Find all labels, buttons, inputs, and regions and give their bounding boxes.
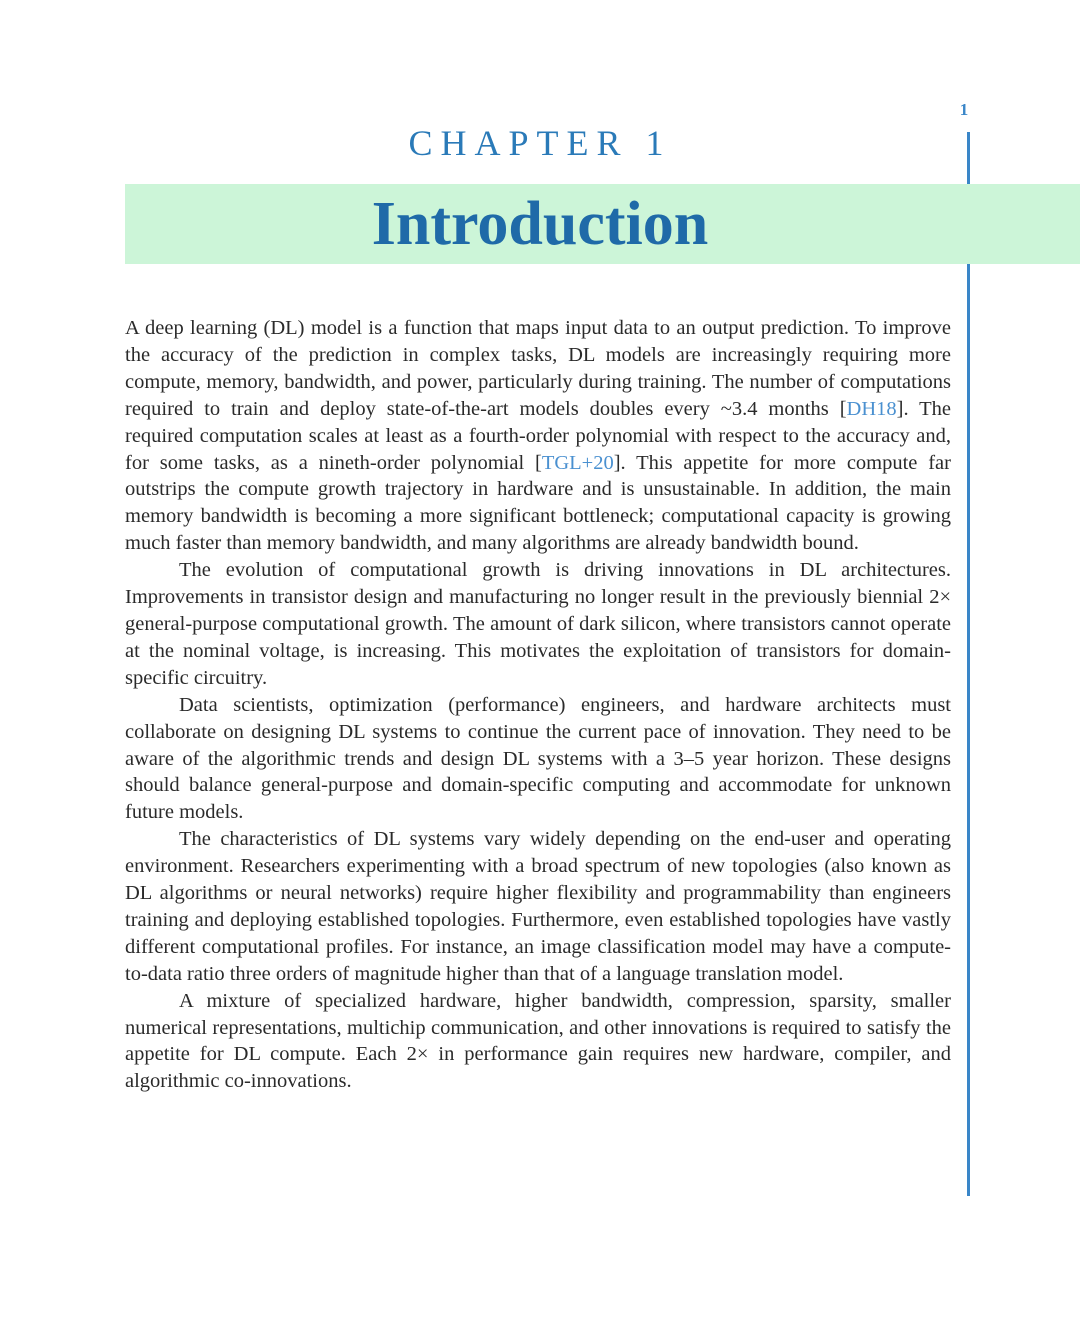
- paragraph-2: The evolution of computational growth is driving innovations in DL architectures. Improvements in transistor design and manufacturing no longer result in the previously biennial 2× general-purpose computational growth. The amount of dark silicon, where transistors cannot operate at the nominal voltage, is increasing. This motivates the exploitation of transistors for domain-specific circuitry.: [125, 559, 951, 689]
- chapter-label: CHAPTER 1: [408, 123, 672, 163]
- paragraph-1-part-3: ]. This appetite for more compute far outstrips the compute growth trajectory in hardware and is unsustainable. In addition, the main memory bandwidth is becoming a more significant bottleneck; computational capacity is growing much faster than memory bandwidth, and many algorithms are already bandwidth bound.: [125, 451, 951, 555]
- paragraph-5: A mixture of specialized hardware, higher bandwidth, compression, sparsity, smaller numerical representations, multichip communication, and other innovations is required to satisfy the appetite for DL compute. Each 2× in performance gain requires new hardware, compiler, and algorithmic co-innovations.: [125, 989, 951, 1093]
- page-number: 1: [959, 100, 969, 119]
- margin-rule-body: [967, 264, 970, 1196]
- paragraph-1-part-2: ]. The required computation scales at least as a fourth-order polynomial with respect to the accuracy and, for some tasks, as a nineth-order polynomial [: [125, 397, 951, 474]
- chapter-title: Introduction: [371, 190, 709, 258]
- body-text: [125, 315, 951, 1095]
- citation-link[interactable]: TGL+20: [541, 451, 614, 474]
- margin-rule-top: [967, 132, 970, 184]
- paragraph-4: The characteristics of DL systems vary widely depending on the end-user and operating environment. Researchers experimenting with a broad spectrum of new topologies (also known as DL algorithms or neural networks) require higher flexibility and programmability than engineers training and deploying established topologies. Furthermore, even established topologies have vastly different computational profiles. For instance, an image classification model may have a compute-to-data ratio three orders of magnitude higher than that of a language translation model.: [125, 828, 951, 985]
- paragraph-1: [125, 315, 951, 557]
- paragraph-1-part-1: A deep learning (DL) model is a function that maps input data to an output prediction. To improve the accuracy of the prediction in complex tasks, DL models are increasingly requiring more compute, memory, bandwidth, and power, particularly during training. The number of computations required to train and deploy state-of-the-art models doubles every ~3.4 months [: [125, 317, 951, 420]
- paragraph-3: Data scientists, optimization (performance) engineers, and hardware architects must collaborate on designing DL systems to continue the current pace of innovation. They need to be aware of the algorithmic trends and design DL systems with a 3–5 year horizon. These designs should balance general-purpose and domain-specific computing and accommodate for unknown future models.: [125, 693, 951, 824]
- citation-link[interactable]: DH18: [846, 397, 897, 420]
